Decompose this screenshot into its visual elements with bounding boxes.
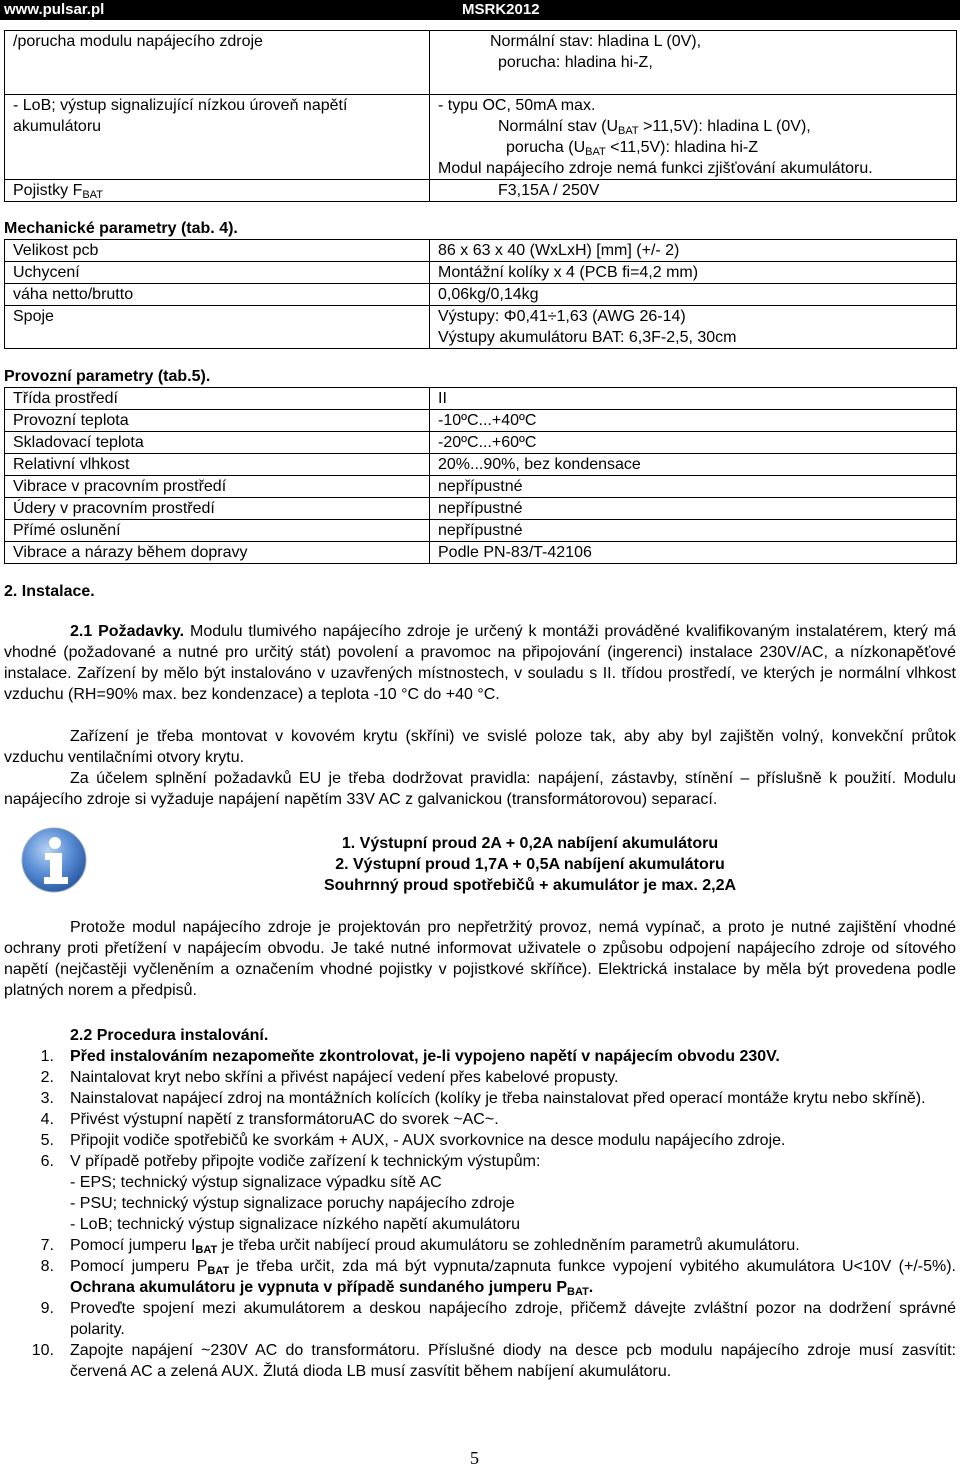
table-row [5,284,957,306]
step-text: je třeba určit, zda má být vypnuta/zapnuta funkce vypojení vybitého akumulátora U<10V (+/-5%). [229,1258,956,1275]
install-steps [4,1046,956,1382]
param-value: nepřípustné [430,498,957,520]
text-part: >11,5V): hladina L (0V), [638,118,811,135]
step-number: 4. [40,1111,54,1128]
param-value: -10ºC...+40ºC [430,410,957,432]
step-text: Připojit vodiče spotřebičů ke svorkám + AUX, - AUX svorkovnice na desce modulu napájecího zdroje. [70,1132,786,1149]
header-model: MSRK2012 [462,1,540,18]
param-name: Třída prostředí [5,388,430,410]
step-text: Naintalovat kryt nebo skříni a přivést napájecí vedení přes kabelové propusty. [70,1069,619,1086]
table-row [5,432,957,454]
list-item [4,1130,956,1151]
req-heading: 2.1 Požadavky. [70,623,185,640]
step-number: 7. [40,1237,54,1254]
subscript: BAT [585,146,606,158]
step-subline: - PSU; technický výstup signalizace poruchy napájecího zdroje [70,1195,515,1212]
param-value: II [430,388,957,410]
param-value: 0,06kg/0,14kg [430,284,957,306]
paragraph-protection: Protože modul napájecího zdroje je projektován pro nepřetržitý provoz, nemá vypínač, a proto je nutné zajištění vhodné ochrany proti přetížení v napájecím obvodu. Je také nutné informovat uživatele o způsobu odpojení napájecího zdroje od sítového napětí (nejčastěji vyčleněním a označením vhodné pojistky v pojistkové skříňce). Elektrická instalace by měla být provedena podle platných norem a předpisů. [4,919,956,999]
list-item [4,1256,956,1298]
paragraph-housing: Zařízení je třeba montovat v kovovém krytu (skříni) ve svislé poloze tak, aby aby byl zajištěn volný, konvekční průtok vzduchu ventilačními otvory krytu. [4,728,956,766]
step-text: Pomocí jumperu I [70,1237,196,1254]
mech-heading: Mechanické parametry (tab. 4). [4,220,238,237]
install-heading: 2. Instalace. [4,583,95,600]
requirements-box [230,833,830,896]
param-value: -20ºC...+60ºC [430,432,957,454]
step-number: 9. [40,1300,54,1317]
header-site: www.pulsar.pl [4,1,105,18]
list-item [4,1088,956,1109]
table-cell [430,95,957,180]
param-value: 20%...90%, bez kondensace [430,454,957,476]
table-cell [430,31,957,95]
table-row [5,262,957,284]
step-text-bold: Ochrana akumulátoru je vypnuta v případě sundaného jumperu P [70,1279,567,1296]
cell-line [438,137,956,158]
param-name: Přímé oslunění [5,520,430,542]
table-row [5,498,957,520]
param-name: Vibrace v pracovním prostředí [5,476,430,498]
req-line: 2. Výstupní proud 1,7A + 0,5A nabíjení akumulátoru [335,856,725,873]
cell-line [438,116,956,137]
table-row [5,410,957,432]
list-item [4,1067,956,1088]
info-icon [20,826,88,894]
table-cell: /porucha modulu napájecího zdroje [5,31,430,95]
text-part: Pojistky F [13,182,83,199]
table-row [5,306,957,349]
list-item [4,1109,956,1130]
step-number: 8. [40,1258,54,1275]
cell-line: - typu OC, 50mA max. [438,97,596,114]
list-item [4,1340,956,1382]
subscript: BAT [82,189,103,201]
list-item [4,1046,956,1067]
paragraph-text: Modulu tlumivého napájecího zdroje je určený k montáži prováděné kvalifikovaným instalatérem, který má vhodné (požadované a nutné pro určitý stát) povolení a pravomoc na připojování (ingerenci) instalace 230V/AC, a nízkonapěťové instalace. Zařízení by mělo být instalováno v uzavřených místnostech, v souladu s II. třídou prostředí, ve kterých je normální vlhkost vzduchu (RH=90% max. bez kondenzace) a teplota -10 °C do +40 °C. [4,623,956,703]
table-cell: F3,15A / 250V [430,180,957,202]
paragraph-requirements [4,621,956,705]
step-number: 1. [40,1048,54,1065]
outputs-table [4,30,957,202]
page-number: 5 [470,1448,479,1468]
param-name: Údery v pracovním prostředí [5,498,430,520]
subscript: BAT [207,1265,230,1277]
list-item [4,1235,956,1256]
step-text: Zapojte napájení ~230V AC do transformátoru. Příslušné diody na desce pcb modulu napájecího zdroje musí zasvítit: červená AC a zelená AUX. Žlutá dioda LB musí zasvítit během nabíjení akumulátoru. [70,1342,956,1380]
list-item [4,1151,956,1235]
param-name: Vibrace a nárazy během dopravy [5,542,430,564]
cell-line: Výstupy: Φ0,41÷1,63 (AWG 26-14) [438,308,686,325]
param-name: Provozní teplota [5,410,430,432]
step-text: je třeba určit nabíjecí proud akumulátoru se zohledněním parametrů akumulátoru. [217,1237,800,1254]
text-part: <11,5V): hladina hi-Z [605,139,758,156]
req-line: 1. Výstupní proud 2A + 0,2A nabíjení akumulátoru [341,835,719,852]
text-part: porucha (U [506,139,586,156]
table-cell [5,180,430,202]
step-text-bold: . [588,1279,594,1296]
step-text: Pomocí jumperu P [70,1258,208,1275]
step-number: 6. [40,1153,54,1170]
text-part: Normální stav (U [498,118,619,135]
step-text: Přivést výstupní napětí z transformátoruAC do svorek ~AC~. [70,1111,499,1128]
prov-table [4,387,957,564]
step-number: 2. [40,1069,54,1086]
cell-line: Normální stav: hladina L (0V), [490,33,702,50]
table-row [5,240,957,262]
subscript: BAT [567,1286,589,1298]
cell-line: porucha: hladina hi-Z, [498,54,653,71]
step-number: 3. [40,1090,54,1107]
param-name: Velikost pcb [5,240,430,262]
table-row [5,388,957,410]
param-value: Podle PN-83/T-42106 [430,542,957,564]
param-value [430,306,957,349]
param-name: Spoje [5,306,430,349]
param-name: váha netto/brutto [5,284,430,306]
mech-table [4,239,957,349]
table-row [5,31,957,95]
table-row [5,476,957,498]
step-text: V případě potřeby připojte vodiče zařízení k technickým výstupům: [70,1153,541,1170]
proc-heading: 2.2 Procedura instalování. [70,1027,269,1044]
table-row [5,180,957,202]
step-subline: - LoB; technický výstup signalizace nízkého napětí akumulátoru [70,1216,521,1233]
subscript: BAT [195,1244,218,1256]
param-value: nepřípustné [430,520,957,542]
step-number: 5. [40,1132,54,1149]
step-text: Proveďte spojení mezi akumulátorem a deskou napájecího zdroje, přičemž dávejte zvláštní pozor na dodržení správné polarity. [70,1300,956,1338]
param-value: nepřípustné [430,476,957,498]
table-row [5,454,957,476]
prov-heading: Provozní parametry (tab.5). [4,368,211,385]
subscript: BAT [618,125,639,137]
cell-line: Modul napájecího zdroje nemá funkci zjišťování akumulátoru. [438,160,873,177]
table-cell: - LoB; výstup signalizující nízkou úroveň napětí akumulátoru [5,95,430,180]
table-row [5,95,957,180]
step-number: 10. [31,1342,54,1359]
req-line: Souhrnný proud spotřebičů + akumulátor je max. 2,2A [323,877,737,894]
list-item [4,1298,956,1340]
table-row [5,542,957,564]
param-value: 86 x 63 x 40 (WxLxH) [mm] (+/- 2) [430,240,957,262]
param-name: Relativní vlhkost [5,454,430,476]
table-row [5,520,957,542]
step-text: Před instalováním nezapomeňte zkontrolovat, je-li vypojeno napětí v napájecím obvodu 230V. [70,1048,780,1065]
step-subline: - EPS; technický výstup signalizace výpadku sítě AC [70,1174,442,1191]
step-text: Nainstalovat napájecí zdroj na montážních kolících (kolíky je třeba nainstalovat před operací montáže krytu nebo skříně). [70,1090,926,1107]
param-name: Skladovací teplota [5,432,430,454]
page-header [0,0,960,20]
cell-line: Výstupy akumulátoru BAT: 6,3F-2,5, 30cm [438,329,737,346]
param-value: Montážní kolíky x 4 (PCB fi=4,2 mm) [430,262,957,284]
paragraph-eu: Za účelem splnění požadavků EU je třeba dodržovat pravidla: napájení, zástavby, stínění – příslušně k použití. Modulu napájecího zdroje si vyžaduje napájení napětím 33V AC z galvanickou (transformátorovou) separací. [4,770,956,808]
param-name: Uchycení [5,262,430,284]
